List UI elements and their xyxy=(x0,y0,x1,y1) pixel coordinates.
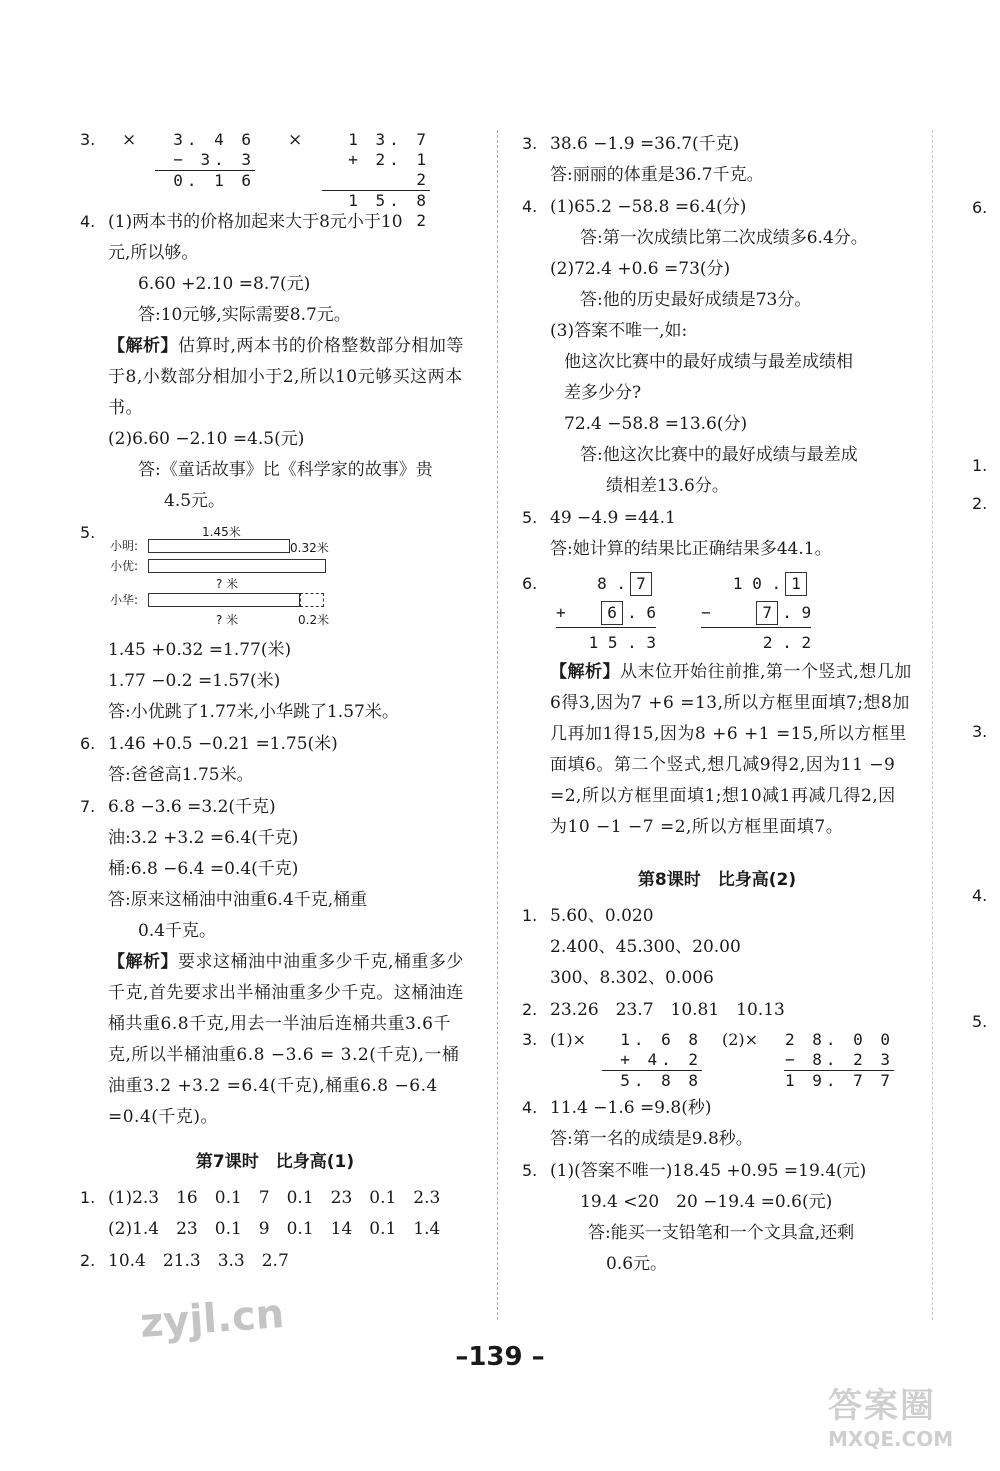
bar-xiaoming xyxy=(148,539,290,553)
diagram-question: ? 米 xyxy=(216,613,239,627)
lesson8-question-4 xyxy=(522,1092,912,1155)
question-number: 3. xyxy=(80,130,96,149)
answer-line: 答:她计算的结果比正确结果多44.1。 xyxy=(550,539,832,559)
question-number: 6. xyxy=(80,734,96,753)
answer-line: (1)65.2 −58.8 =6.4(分) xyxy=(550,197,747,217)
digit: 1 0 xyxy=(732,574,762,593)
lesson8-question-5 xyxy=(522,1155,912,1280)
calc-top: 1. 6 8 xyxy=(620,1030,702,1049)
diagram-label: 1.45米 xyxy=(202,525,241,539)
question-4 xyxy=(522,191,912,502)
answer-line: 10.4 21.3 3.3 2.7 xyxy=(108,1251,289,1271)
answer-line: (2)72.4 +0.6 =73(分) xyxy=(550,259,731,279)
question-number: 3. xyxy=(522,1030,538,1049)
calc-operand: + 2. 1 2 xyxy=(322,150,430,191)
column-divider xyxy=(932,130,933,1320)
vertical-calc xyxy=(602,1030,702,1091)
answer-line: 19.4 <20 20 −19.4 =0.6(元) xyxy=(580,1192,833,1212)
calc-operand: − 8. 2 3 xyxy=(784,1050,894,1069)
watermark: zyjl.cn xyxy=(138,1291,286,1347)
part-label: (1)× xyxy=(550,1030,587,1049)
left-column xyxy=(80,120,470,1277)
answer-line: 答:原来这桶油中油重6.4千克,桶重 xyxy=(108,890,368,910)
calc-top: 1 3. 7 xyxy=(348,130,430,149)
answer-line: 6.8 −3.6 =3.2(千克) xyxy=(108,797,276,817)
edge-number: 3. xyxy=(972,722,988,741)
answer-line: 绩相差13.6分。 xyxy=(606,476,729,496)
answer-line: (1)2.3 16 0.1 7 0.1 23 0.1 2.3 xyxy=(108,1188,441,1208)
answer-line: (2)6.60 −2.10 =4.5(元) xyxy=(108,429,305,449)
question-3 xyxy=(522,128,912,191)
answer-line: 1.45 +0.32 =1.77(米) xyxy=(108,640,292,660)
lesson-title: 第7课时 比身高(1) xyxy=(195,1152,355,1172)
question-number: 5. xyxy=(522,1161,538,1180)
mark-wrong: × xyxy=(122,130,137,150)
bar-xiaoyou xyxy=(148,559,326,573)
answer-line: 49 −4.9 =44.1 xyxy=(550,508,676,528)
question-number: 2. xyxy=(80,1251,96,1270)
lesson7-question-1 xyxy=(80,1182,470,1245)
question-number: 1. xyxy=(80,1188,96,1207)
analysis-text: 从末位开始往前推,第一个竖式,想几加6得3,因为7 +6 =13,所以方框里面填7;想8加几再加1得15,因为8 +6 +1 =15,所以方框里面填6。第二个竖式,想几减9得2,因为11 −9 =2,所以方框里面填1;想10减1再减几得2,因为10 −1 −7 =2,所以方框里面填7。 xyxy=(550,662,912,837)
answer-box: 7 xyxy=(756,601,778,625)
answer-line: 300、8.302、0.006 xyxy=(550,968,714,988)
analysis xyxy=(80,331,470,424)
question-number: 4. xyxy=(522,197,538,216)
operator: − xyxy=(701,603,711,622)
lesson8-question-3 xyxy=(522,1026,912,1092)
question-5 xyxy=(80,523,470,728)
calc-top: 3. 4 6 xyxy=(173,130,255,149)
operator: + xyxy=(556,603,566,622)
answer-line: 0.6元。 xyxy=(606,1254,668,1274)
analysis-text: 要求这桶油中油重多少千克,桶重多少千克,首先要求出半桶油重多少千克。这桶油连桶共重6.8千克,用去一半油后连桶共重3.6千克,所以半桶油重6.8 −3.6 = 3.2(千克),一桶油重3.2 +3.2 =6.4(千克),桶重6.8 −6.4 =0.4(千克)。 xyxy=(108,952,464,1127)
analysis-label: 【解析】 xyxy=(108,336,178,356)
answer-line: 答:10元够,实际需要8.7元。 xyxy=(138,305,351,325)
logo-domain: MXQE.COM xyxy=(828,1427,954,1451)
bar-xiaohua xyxy=(148,593,300,607)
answer-line: 答:他的历史最好成绩是73分。 xyxy=(580,290,812,310)
answer-line: 38.6 −1.9 =36.7(千克) xyxy=(550,134,740,154)
answer-line: 答:丽丽的体重是36.7千克。 xyxy=(550,165,764,185)
answer-line: (2)1.4 23 0.1 9 0.1 14 0.1 1.4 xyxy=(108,1219,441,1239)
answer-line: 油:3.2 +3.2 =6.4(千克) xyxy=(108,828,299,848)
answer-line: 答:爸爸高1.75米。 xyxy=(108,765,254,785)
answer-box: 1 xyxy=(785,572,807,596)
answer-line: 答:能买一支铅笔和一个文具盒,还剩 xyxy=(588,1223,855,1243)
answer-line: (1)两本书的价格加起来大于8元小于10 xyxy=(108,212,403,232)
fill-box-calc: 1 0 . 1 − 7 . 9 2 . 2 xyxy=(701,569,811,657)
answer-box: 6 xyxy=(601,601,623,625)
bar-dashed xyxy=(300,593,324,607)
lesson8-question-1 xyxy=(522,900,912,994)
diagram-name: 小明: xyxy=(110,539,139,553)
answer-line: 差多少分? xyxy=(564,383,642,403)
digit: 9 xyxy=(801,603,812,622)
answer-line: 2.400、45.300、20.00 xyxy=(550,937,741,957)
answer-line: 答:《童话故事》比《科学家的故事》贵 xyxy=(138,460,433,480)
diagram-label: 0.32米 xyxy=(290,541,329,555)
diagram-label: 0.2米 xyxy=(298,613,330,627)
edge-number: 1. xyxy=(972,456,988,475)
answer-line: 1.77 −0.2 =1.57(米) xyxy=(108,671,281,691)
answer-line: 他这次比赛中的最好成绩与最差成绩相 xyxy=(564,352,853,372)
question-number: 2. xyxy=(522,1000,538,1019)
edge-number: 6. xyxy=(972,198,988,217)
diagram-name: 小华: xyxy=(110,593,139,607)
answer-line: 0.4千克。 xyxy=(138,921,217,941)
edge-number: 5. xyxy=(972,1012,988,1031)
answer-line: 6.60 +2.10 =8.7(元) xyxy=(138,274,311,294)
logo-title: 答案圈 xyxy=(828,1386,936,1426)
page-number: –139 – xyxy=(455,1342,545,1372)
answer-line: 4.5元。 xyxy=(164,491,226,511)
answer-line: 答:小优跳了1.77米,小华跳了1.57米。 xyxy=(108,702,399,722)
answer-line: 11.4 −1.6 =9.8(秒) xyxy=(550,1098,712,1118)
question-number: 1. xyxy=(522,906,538,925)
answer-line: 答:他这次比赛中的最好成绩与最差成 xyxy=(580,445,858,465)
footer-logo xyxy=(828,1378,988,1458)
diagram-question: ? 米 xyxy=(216,577,239,591)
question-number: 5. xyxy=(522,508,538,527)
analysis xyxy=(522,657,912,843)
question-number: 4. xyxy=(80,212,96,231)
question-4 xyxy=(80,206,470,517)
analysis-label: 【解析】 xyxy=(108,952,178,972)
question-6 xyxy=(522,569,912,843)
analysis-label: 【解析】 xyxy=(550,662,620,682)
question-5 xyxy=(522,502,912,565)
digit: 8 xyxy=(597,574,607,593)
analysis xyxy=(80,947,470,1133)
line-segment-diagram xyxy=(108,523,408,635)
question-number: 6. xyxy=(522,574,538,593)
analysis-text: 估算时,两本书的价格整数部分相加等于8,小数部分相加小于2,所以10元够买这两本书。 xyxy=(108,336,464,418)
answer-line: (1)(答案不唯一)18.45 +0.95 =19.4(元) xyxy=(550,1161,867,1181)
answer-line: 元,所以够。 xyxy=(108,243,199,263)
answer-line: (3)答案不唯一,如: xyxy=(550,321,688,341)
lesson8-question-2 xyxy=(522,994,912,1026)
answer-box: 7 xyxy=(630,572,652,596)
answer-line: 1.46 +0.5 −0.21 =1.75(米) xyxy=(108,734,338,754)
mark-wrong: × xyxy=(288,130,303,150)
column-divider xyxy=(497,130,498,1320)
diagram-name: 小优: xyxy=(110,559,139,573)
question-number: 3. xyxy=(522,134,538,153)
question-number: 7. xyxy=(80,797,96,816)
calc-result: 0. 1 6 xyxy=(173,171,255,190)
edge-number: 2. xyxy=(972,494,988,513)
vertical-calc xyxy=(784,1030,894,1091)
answer-line: 答:第一名的成绩是9.8秒。 xyxy=(550,1129,753,1149)
lesson7-question-2 xyxy=(80,1245,470,1277)
question-6 xyxy=(80,728,470,791)
edge-number: 4. xyxy=(972,886,988,905)
right-column xyxy=(522,128,912,1280)
answer-line: 答:第一次成绩比第二次成绩多6.4分。 xyxy=(580,228,868,248)
question-number: 5. xyxy=(80,523,96,542)
fill-box-calc: 8 . 7 + 6 . 6 1 5 . 3 xyxy=(556,569,656,657)
digit: 6 xyxy=(646,603,656,622)
calc-top: 2 8. 0 0 xyxy=(784,1030,894,1049)
calc-result: 2 . 2 xyxy=(762,633,812,652)
calc-operand: + 4. 2 xyxy=(602,1050,702,1071)
calc-operand: − 3. 3 xyxy=(155,150,255,171)
part-label: (2)× xyxy=(722,1030,759,1049)
answer-line: 72.4 −58.8 =13.6(分) xyxy=(564,414,748,434)
calc-result: 1 9. 7 7 xyxy=(784,1071,894,1090)
answer-line: 桶:6.8 −6.4 =0.4(千克) xyxy=(108,859,299,879)
question-7 xyxy=(80,791,470,1133)
answer-line: 5.60、0.020 xyxy=(550,906,654,926)
question-number: 4. xyxy=(522,1098,538,1117)
calc-result: 1 5 . 3 xyxy=(588,633,656,652)
vertical-calc xyxy=(322,130,430,231)
lesson-title: 第8课时 比身高(2) xyxy=(637,870,797,890)
calc-result: 5. 8 8 xyxy=(620,1071,702,1090)
calc-result: 1 5. 8 2 xyxy=(348,191,430,230)
vertical-calc xyxy=(155,130,255,191)
answer-line: 23.26 23.7 10.81 10.13 xyxy=(550,1000,785,1020)
